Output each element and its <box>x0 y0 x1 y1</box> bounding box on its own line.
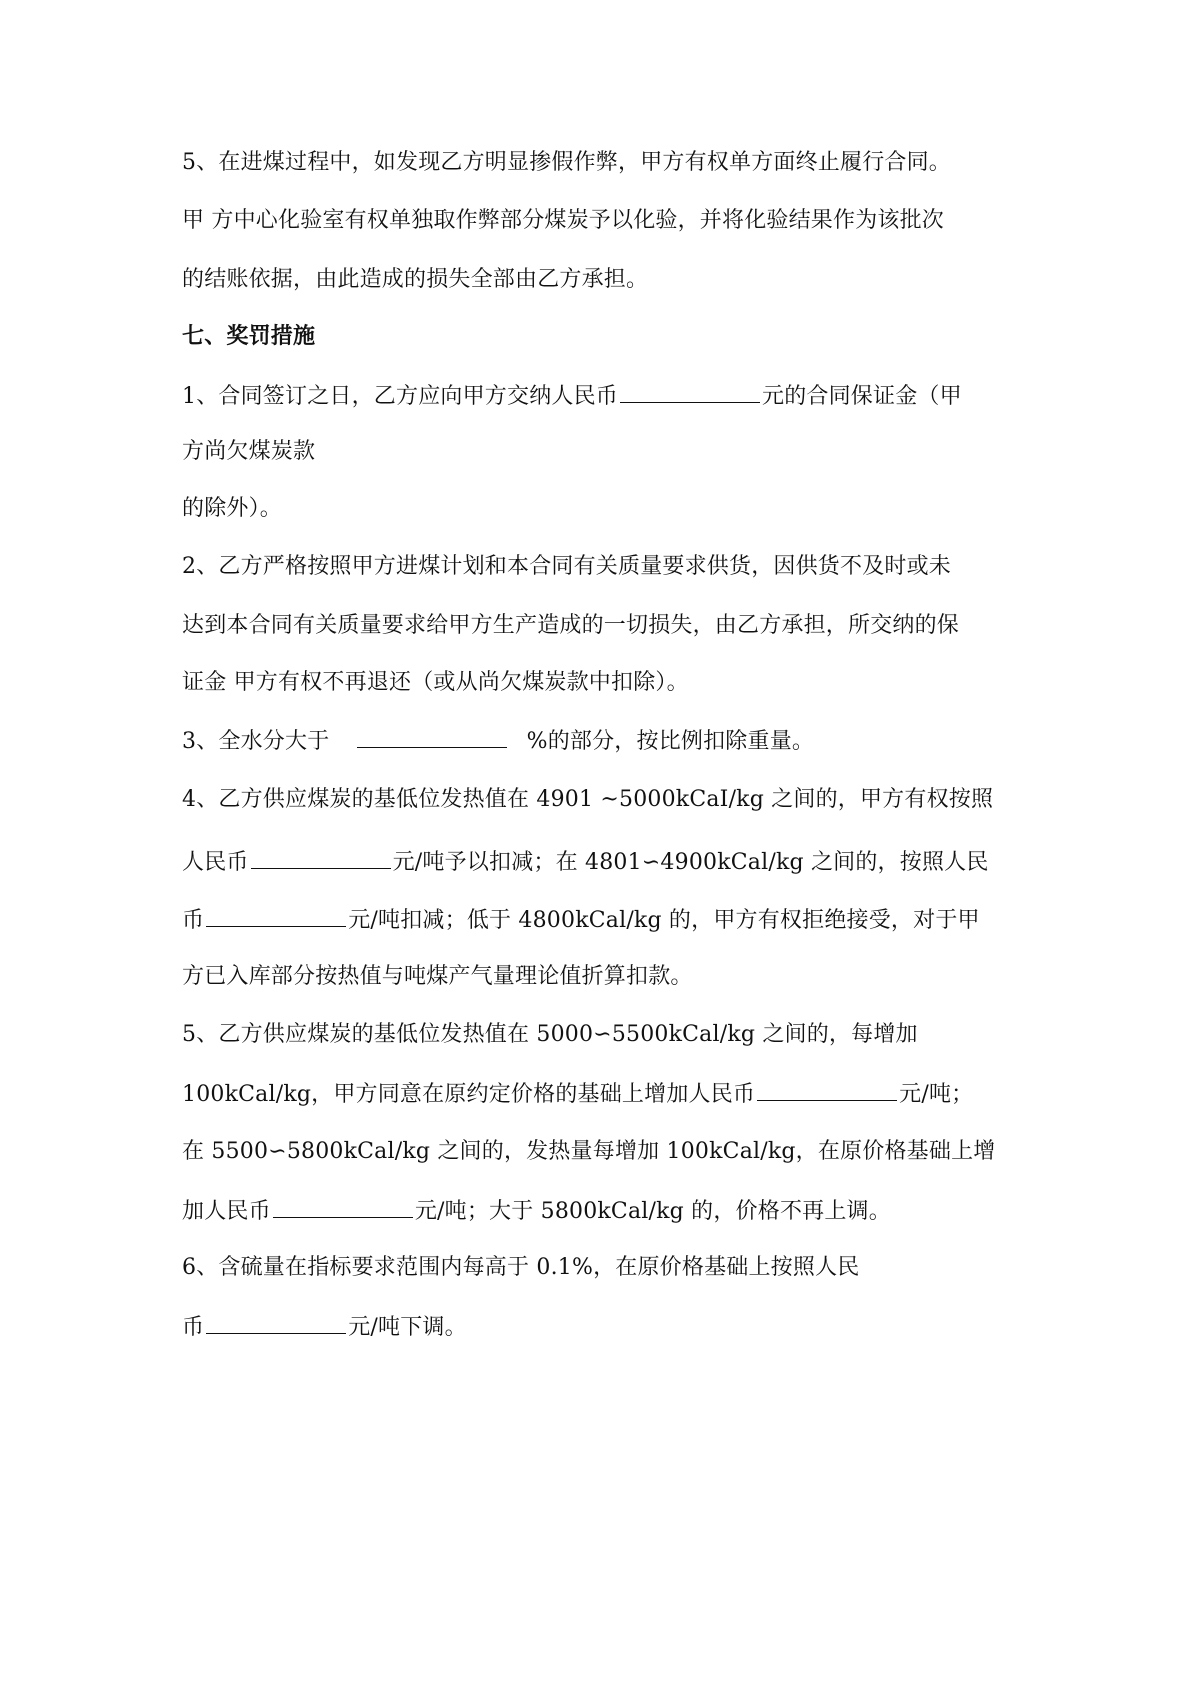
text-line <box>182 148 951 178</box>
text-line <box>182 1253 859 1283</box>
text-line <box>182 206 944 236</box>
line-text: 甲 方中心化验室有权单独取作弊部分煤炭予以化验，并将化验结果作为该批次 <box>182 208 944 233</box>
line-text: 5、乙方供应煤炭的基低位发热值在 5000∽5500kCal/kg 之间的，每增加 <box>182 1022 918 1047</box>
fill-blank <box>620 380 760 403</box>
fill-blank <box>757 1078 897 1101</box>
fill-blank <box>206 1311 346 1334</box>
line-text: 的除外）。 <box>182 496 283 521</box>
text-line <box>182 380 962 412</box>
line-text: 的结账依据，由此造成的损失全部由乙方承担。 <box>182 267 649 292</box>
text-line <box>182 904 980 936</box>
text-line <box>182 494 282 524</box>
text-line <box>182 668 689 698</box>
fill-blank <box>206 904 346 927</box>
line-text: 人民币 <box>182 850 249 875</box>
line-text: 元/吨； <box>899 1082 974 1107</box>
section-heading-text: 七、奖罚措施 <box>182 324 316 349</box>
line-text: %的部分，按比例扣除重量。 <box>526 729 815 754</box>
section-heading <box>182 322 315 352</box>
line-text: 证金 甲方有权不再退还（或从尚欠煤炭款中扣除）。 <box>182 670 689 695</box>
line-text: 元/吨扣减；低于 4800kCal/kg 的，甲方有权拒绝接受，对于甲 <box>348 908 980 933</box>
line-text: 元的合同保证金（甲 <box>762 384 962 409</box>
text-line <box>182 552 951 582</box>
line-text: 1、合同签订之日，乙方应向甲方交纳人民币 <box>182 384 618 409</box>
text-line <box>182 962 693 992</box>
text-line <box>182 1078 973 1110</box>
line-text: 6、含硫量在指标要求范围内每高于 0.1%，在原价格基础上按照人民 <box>182 1255 860 1280</box>
line-text: 3、全水分大于 <box>182 729 337 754</box>
line-text: 2、乙方严格按照甲方进煤计划和本合同有关质量要求供货，因供货不及时或未 <box>182 554 951 579</box>
line-text: 100kCal/kg，甲方同意在原约定价格的基础上增加人民币 <box>182 1082 756 1107</box>
text-line <box>182 1311 467 1343</box>
text-line <box>182 1195 891 1227</box>
line-text: 方尚欠煤炭款 <box>182 439 316 464</box>
text-line <box>182 611 959 641</box>
text-line <box>182 785 993 815</box>
fill-blank <box>251 846 391 869</box>
line-text: 币 <box>182 908 205 933</box>
line-text: 达到本合同有关质量要求给甲方生产造成的一切损失，由乙方承担，所交纳的保 <box>182 613 960 638</box>
line-text: 币 <box>182 1315 205 1340</box>
text-line <box>182 437 315 467</box>
line-text: 在 5500∽5800kCal/kg 之间的，发热量每增加 100kCal/kg，在原价格基础上增 <box>182 1139 996 1164</box>
line-text: 4、乙方供应煤炭的基低位发热值在 4901 ~5000kCaI/kg 之间的，甲方有权按照 <box>182 787 994 812</box>
fill-blank <box>273 1195 413 1218</box>
line-text: 方已入库部分按热值与吨煤产气量理论值折算扣款。 <box>182 964 693 989</box>
fill-blank <box>357 725 507 748</box>
line-text: 元/吨；大于 5800kCal/kg 的，价格不再上调。 <box>414 1199 891 1224</box>
text-line <box>182 846 989 878</box>
text-line <box>182 265 648 295</box>
text-line <box>182 1137 995 1167</box>
line-text: 元/吨予以扣减；在 4801∽4900kCal/kg 之间的，按照人民 <box>392 850 989 875</box>
line-text: 元/吨下调。 <box>348 1315 467 1340</box>
line-text: 5、在进煤过程中，如发现乙方明显掺假作弊，甲方有权单方面终止履行合同。 <box>182 150 951 175</box>
text-line <box>182 725 814 757</box>
text-line <box>182 1020 918 1050</box>
line-text: 加人民币 <box>182 1199 271 1224</box>
